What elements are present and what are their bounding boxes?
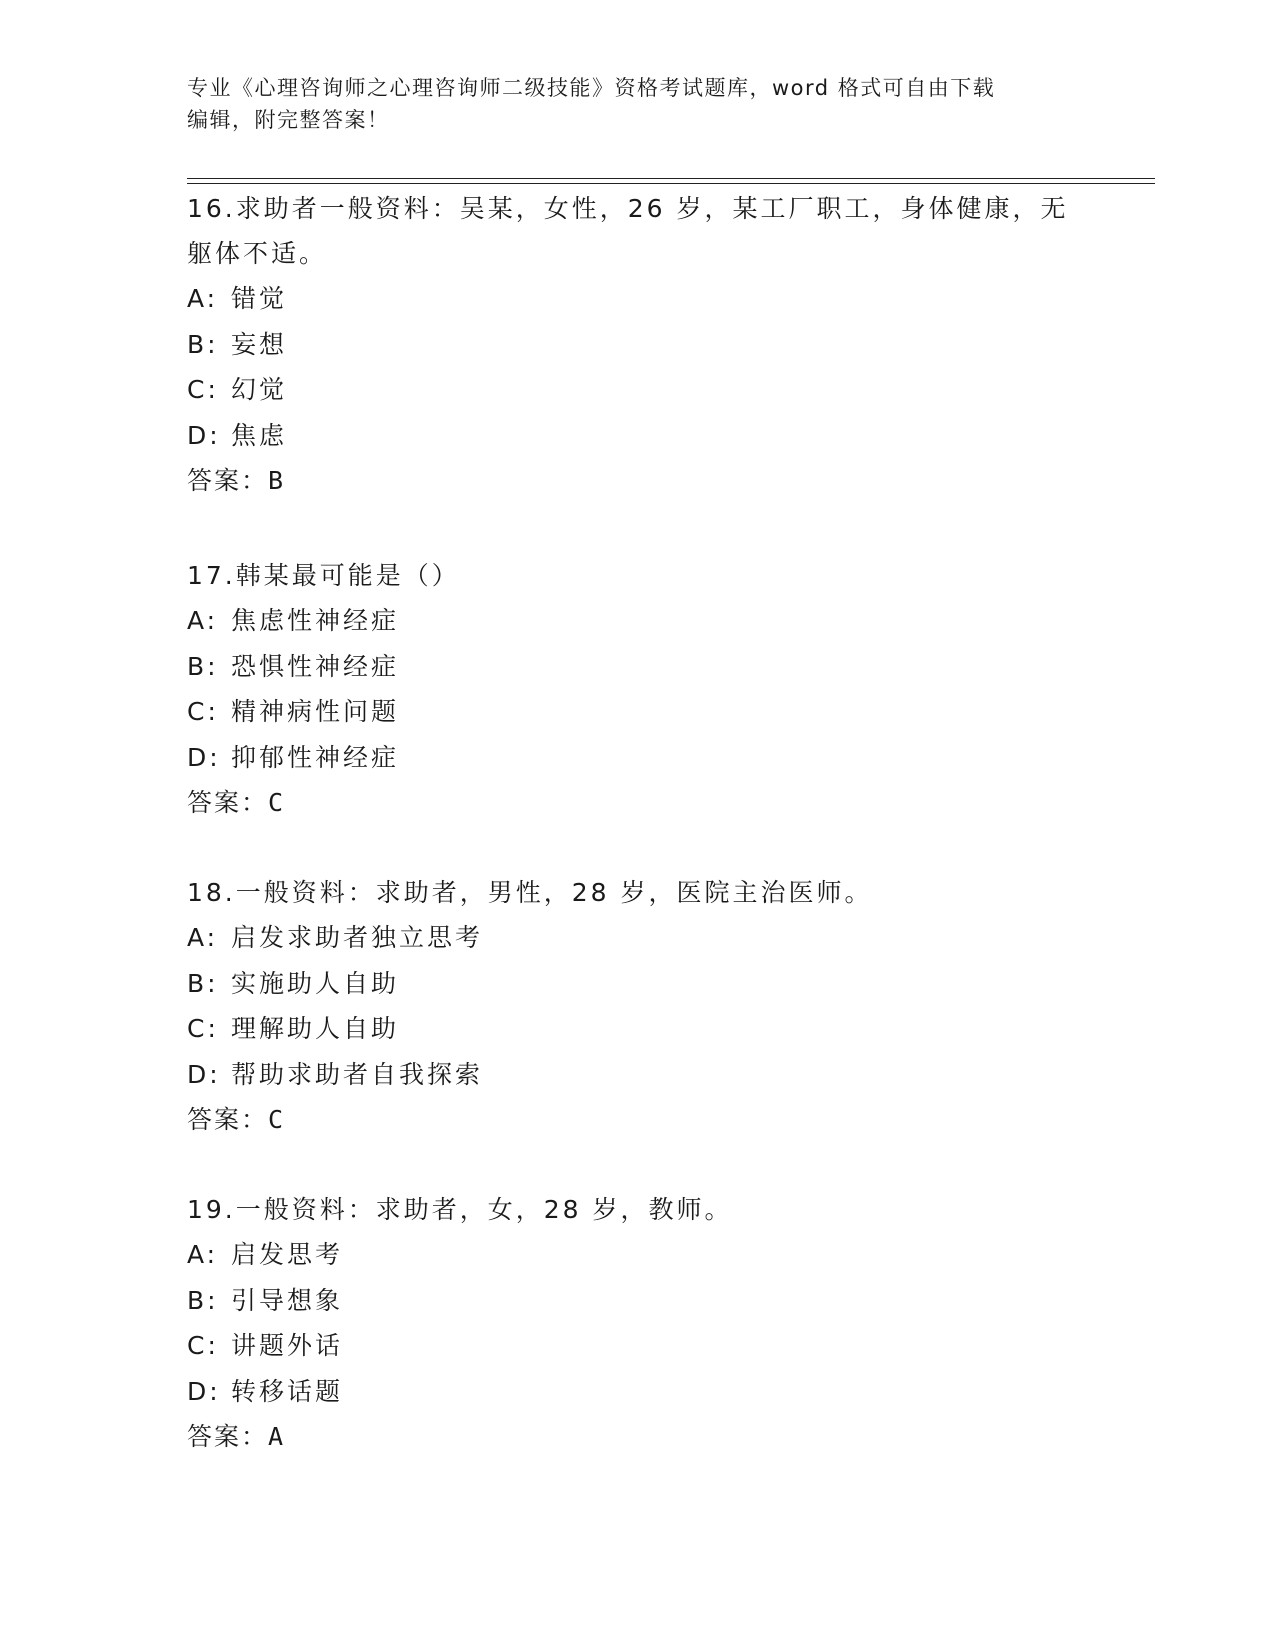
option-text: 实施助人自助 <box>231 968 400 998</box>
option-d <box>187 413 1087 459</box>
option-text: 幻觉 <box>231 375 288 404</box>
option-d <box>187 1369 1087 1415</box>
option-text: 启发思考 <box>231 1240 344 1269</box>
option-key: D: <box>187 742 221 772</box>
option-text: 启发求助者独立思考 <box>231 923 484 952</box>
answer-line <box>187 1414 1087 1459</box>
option-c <box>187 1006 1087 1052</box>
question-19 <box>187 1187 1087 1459</box>
option-key: C: <box>187 375 219 404</box>
document-header <box>187 72 1087 136</box>
answer-line <box>187 458 1087 503</box>
option-text: 恐惧性神经症 <box>231 651 400 681</box>
answer-label: 答案： <box>187 466 269 495</box>
option-key: B: <box>187 968 219 998</box>
answer-label: 答案： <box>187 1422 269 1451</box>
option-key: A: <box>187 606 219 635</box>
option-key: B: <box>187 1285 219 1315</box>
header-divider-bottom <box>187 183 1155 184</box>
option-key: A: <box>187 284 219 313</box>
option-b <box>187 1278 1087 1324</box>
option-b <box>187 961 1087 1007</box>
option-a <box>187 915 1087 961</box>
option-c <box>187 367 1087 413</box>
option-text: 讲题外话 <box>231 1331 344 1360</box>
option-text: 引导想象 <box>231 1285 344 1315</box>
option-c <box>187 1323 1087 1369</box>
option-d <box>187 735 1087 781</box>
option-key: D: <box>187 1059 221 1089</box>
question-18 <box>187 870 1087 1142</box>
option-text: 错觉 <box>231 284 288 313</box>
option-a <box>187 598 1087 644</box>
option-text: 焦虑 <box>231 420 288 450</box>
option-b <box>187 644 1087 690</box>
option-key: C: <box>187 1014 219 1043</box>
option-text: 抑郁性神经症 <box>231 742 400 772</box>
question-stem: 18.一般资料：求助者，男性，28 岁，医院主治医师。 <box>187 878 873 907</box>
option-b <box>187 322 1087 368</box>
question-16 <box>187 186 1087 503</box>
option-key: B: <box>187 329 219 359</box>
answer-label: 答案： <box>187 1105 269 1134</box>
answer-label: 答案： <box>187 788 269 817</box>
option-text: 焦虑性神经症 <box>231 606 400 635</box>
option-text: 转移话题 <box>231 1376 344 1406</box>
option-text: 理解助人自助 <box>231 1014 400 1043</box>
option-d <box>187 1052 1087 1098</box>
answer-value: C <box>268 788 285 817</box>
option-key: C: <box>187 1331 219 1360</box>
header-divider-top <box>187 178 1155 179</box>
option-key: B: <box>187 651 219 681</box>
option-key: A: <box>187 1240 219 1269</box>
option-key: D: <box>187 420 221 450</box>
header-line-1: 专业《心理咨询师之心理咨询师二级技能》资格考试题库，word 格式可自由下载 <box>187 76 996 100</box>
question-stem: 17.韩某最可能是（） <box>187 561 460 590</box>
option-a <box>187 276 1087 322</box>
option-text: 妄想 <box>231 329 288 359</box>
answer-value: C <box>268 1105 285 1134</box>
option-key: A: <box>187 923 219 952</box>
question-stem: 19.一般资料：求助者，女，28 岁，教师。 <box>187 1195 733 1224</box>
answer-line <box>187 1097 1087 1142</box>
option-key: D: <box>187 1376 221 1406</box>
option-a <box>187 1232 1087 1278</box>
option-key: C: <box>187 697 219 726</box>
option-text: 帮助求助者自我探索 <box>231 1059 484 1089</box>
answer-value: A <box>268 1422 285 1451</box>
question-17 <box>187 553 1087 825</box>
header-line-2: 编辑，附完整答案！ <box>187 108 390 132</box>
option-text: 精神病性问题 <box>231 697 400 726</box>
question-stem: 16.求助者一般资料：吴某，女性，26 岁，某工厂职工，身体健康，无躯体不适。 <box>187 194 1069 268</box>
option-c <box>187 689 1087 735</box>
answer-value: B <box>268 466 285 495</box>
answer-line <box>187 780 1087 825</box>
